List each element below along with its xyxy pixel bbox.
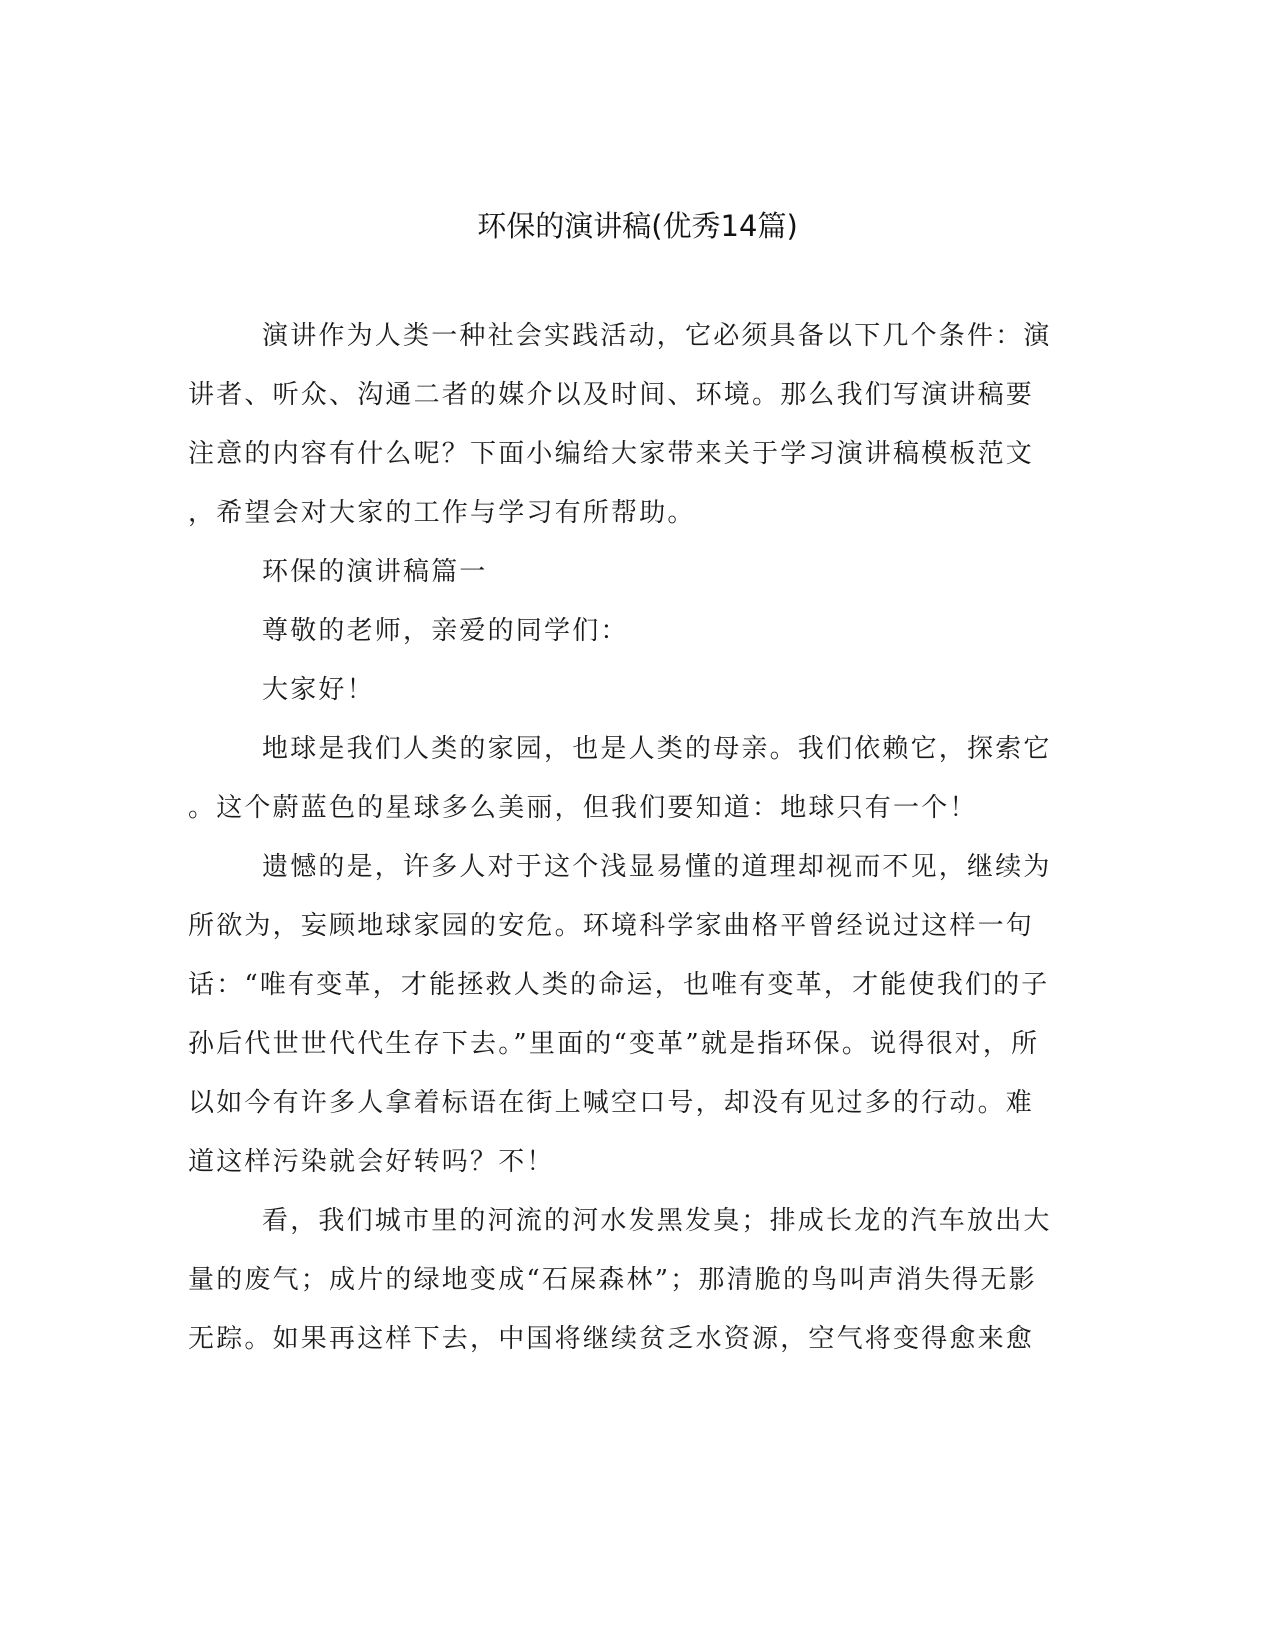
- document-title: 环保的演讲稿(优秀14篇): [477, 209, 798, 243]
- paragraph-line: 孙后代世世代代生存下去。”里面的“变革”就是指环保。说得很对，所: [188, 1029, 1040, 1059]
- paragraph-line: ，希望会对大家的工作与学习有所帮助。: [188, 498, 696, 528]
- paragraph-line: 遗憾的是，许多人对于这个浅显易懂的道理却视而不见，继续为: [262, 852, 1052, 882]
- greeting: 大家好！: [262, 675, 375, 705]
- paragraph-line: 注意的内容有什么呢？下面小编给大家带来关于学习演讲稿模板范文: [188, 439, 1035, 469]
- paragraph-line: 讲者、听众、沟通二者的媒介以及时间、环境。那么我们写演讲稿要: [188, 380, 1035, 410]
- paragraph-line: 话：“唯有变革，才能拯救人类的命运，也唯有变革，才能使我们的子: [188, 970, 1050, 1000]
- paragraph-line: 量的废气；成片的绿地变成“石屎森林”；那清脆的鸟叫声消失得无影: [188, 1265, 1037, 1295]
- paragraph-line: 看，我们城市里的河流的河水发黑发臭；排成长龙的汽车放出大: [262, 1206, 1052, 1236]
- paragraph-line: 演讲作为人类一种社会实践活动，它必须具备以下几个条件：演: [262, 321, 1052, 351]
- paragraph-line: 地球是我们人类的家园，也是人类的母亲。我们依赖它，探索它: [262, 734, 1052, 764]
- section-heading: 环保的演讲稿篇一: [262, 557, 488, 587]
- paragraph-line: 。这个蔚蓝色的星球多么美丽，但我们要知道：地球只有一个！: [188, 793, 978, 823]
- paragraph-line: 无踪。如果再这样下去，中国将继续贫乏水资源，空气将变得愈来愈: [188, 1324, 1035, 1354]
- paragraph-line: 所欲为，妄顾地球家园的安危。环境科学家曲格平曾经说过这样一句: [188, 911, 1035, 941]
- paragraph-line: 以如今有许多人拿着标语在街上喊空口号，却没有见过多的行动。难: [188, 1088, 1035, 1118]
- paragraph-line: 道这样污染就会好转吗？不！: [188, 1147, 555, 1177]
- salutation: 尊敬的老师，亲爱的同学们：: [262, 616, 629, 646]
